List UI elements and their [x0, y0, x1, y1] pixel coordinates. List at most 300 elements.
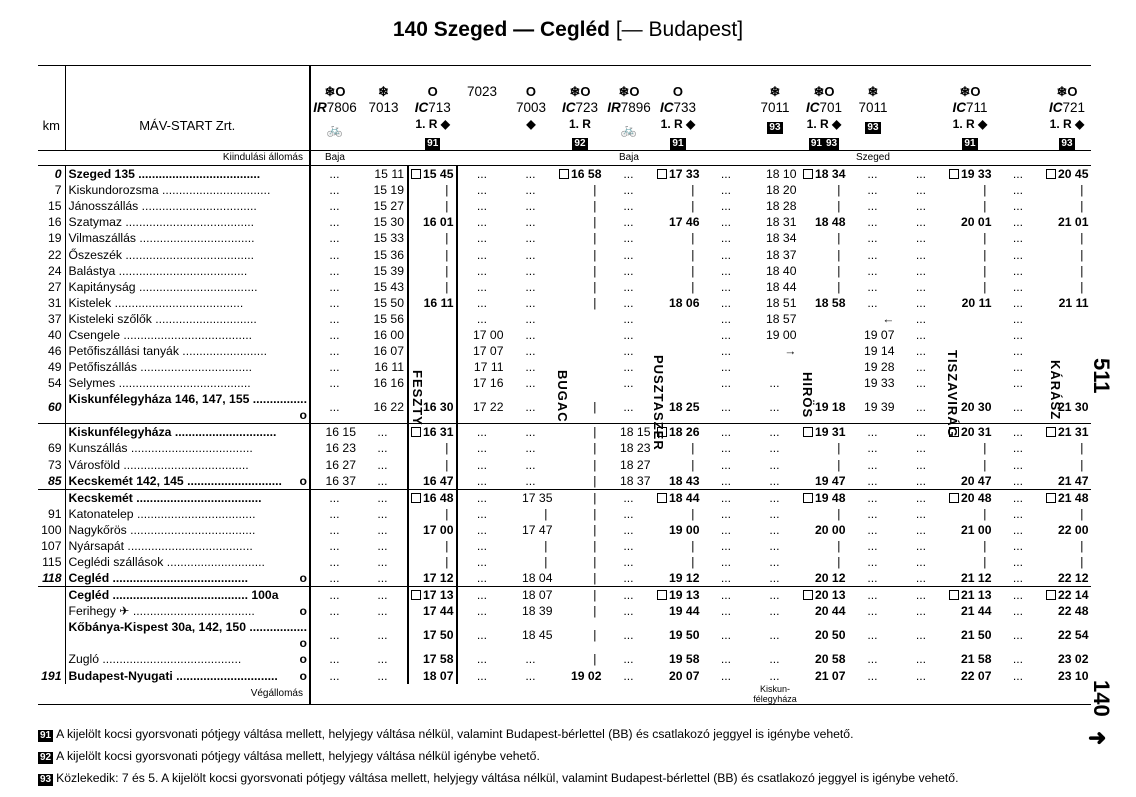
time-cell: ... [476, 668, 488, 683]
station-name: Kecskemét 142, 145 [68, 473, 184, 488]
stop-square-icon [559, 169, 569, 179]
time-cell: 16 37 [325, 473, 356, 488]
time-cell: ... [769, 571, 780, 586]
station-name: Kisteleki szőlők [68, 311, 152, 326]
connection-ref: 100a [247, 588, 279, 603]
time-cell: 16 01 [408, 214, 458, 230]
time-cell: ... [867, 506, 878, 521]
time-cell: ... [329, 652, 340, 667]
time-cell: 19 07 [863, 327, 895, 342]
time-cell: 23 02 [1057, 652, 1089, 667]
time-cell: ... [915, 473, 927, 488]
time-cell [799, 311, 848, 327]
time-cell: ... [623, 522, 634, 537]
time-cell: ... [867, 473, 878, 488]
row-km: 54 [38, 375, 65, 391]
row-station [65, 198, 310, 214]
time-cell: ... [994, 587, 1042, 604]
time-cell: ... [476, 473, 488, 488]
leader-dots: ............................. [163, 555, 265, 570]
destination-station [994, 684, 1042, 705]
time-cell: 17 50 [408, 619, 458, 651]
leader-dots: ......................... [178, 344, 267, 359]
time-cell: ... [623, 215, 634, 230]
time-cell: ... [720, 376, 732, 391]
time-cell: | [983, 199, 987, 214]
leader-dots: ................................ [158, 183, 271, 198]
time-cell: 21 00 [960, 522, 992, 537]
time-cell: ... [476, 604, 488, 619]
time-cell: ... [915, 199, 927, 214]
line-number-140: 140 [1089, 680, 1114, 717]
time-cell: 22 12 [1057, 571, 1089, 586]
time-cell: ... [476, 263, 488, 278]
footnote-ref: 91 [810, 138, 822, 149]
time-cell: | [1080, 441, 1084, 456]
time-cell: 18 45 [521, 628, 553, 643]
time-cell: ... [1012, 247, 1024, 262]
leader-dots: ................................... [133, 506, 256, 521]
time-cell: | [1080, 247, 1084, 262]
time-cell: ... [720, 344, 732, 359]
time-cell: 21 58 [960, 652, 992, 667]
time-cell: ... [476, 628, 488, 643]
footnote-ref: 93 [867, 122, 879, 133]
time-cell: 16 11 [359, 359, 408, 375]
time-cell: → [784, 344, 797, 359]
row-km: 24 [38, 263, 65, 279]
time-cell: 15 36 [359, 246, 408, 262]
time-cell: ... [769, 539, 780, 554]
leader-dots: .................................... [127, 441, 253, 456]
row-station [65, 457, 310, 473]
stop-square-icon [411, 427, 421, 437]
time-cell [555, 343, 604, 359]
time-cell: ... [720, 571, 732, 586]
time-cell: | [593, 279, 597, 294]
time-cell: ... [525, 457, 536, 472]
time-cell: 22 07 [960, 668, 992, 683]
time-cell: 21 44 [960, 604, 992, 619]
time-cell: ... [867, 279, 878, 294]
row-km: 69 [38, 440, 65, 456]
row-km: 191 [38, 668, 65, 684]
leader-dots: .............................. [172, 668, 278, 683]
time-cell: ... [623, 183, 634, 198]
time-cell: ... [915, 376, 927, 391]
time-cell: ... [915, 311, 927, 326]
time-cell [750, 359, 799, 375]
time-cell: 19 18 [814, 400, 846, 415]
time-cell: ... [359, 440, 408, 456]
time-cell: ... [720, 522, 732, 537]
time-cell: ... [915, 263, 927, 278]
train-category: IC [1048, 100, 1063, 115]
station-name: Selymes [68, 376, 116, 391]
time-cell: 18 48 [814, 215, 846, 230]
table-row [38, 279, 1091, 295]
station-name: Nagykőrös [68, 522, 127, 537]
footnote-number: 91 [40, 730, 52, 741]
time-cell: ... [1012, 506, 1024, 521]
time-cell: ... [1012, 295, 1024, 310]
time-cell: | [983, 539, 987, 554]
time-cell: | [544, 506, 548, 521]
time-cell: ... [329, 279, 340, 294]
row-station [65, 391, 310, 424]
time-cell: ... [720, 327, 732, 342]
time-cell: | [593, 199, 597, 214]
origin-station [994, 151, 1042, 166]
time-cell: ... [359, 473, 408, 490]
time-cell: ... [525, 167, 536, 182]
station-name: Őszeszék [68, 247, 123, 262]
train-category: IC [561, 100, 576, 115]
origin-station [799, 151, 848, 166]
train-class: 1. R [568, 117, 591, 131]
time-cell: ... [329, 668, 340, 683]
origin-row [38, 151, 1091, 166]
time-cell: ... [359, 603, 408, 619]
train-number: IC733 [659, 100, 696, 115]
time-cell: 18 07 [408, 668, 458, 684]
time-cell: | [593, 604, 597, 619]
time-cell: | [691, 279, 695, 294]
time-cell: ... [525, 247, 536, 262]
stop-square-icon [1046, 427, 1056, 437]
row-station [65, 230, 310, 246]
row-km: 15 [38, 198, 65, 214]
table-row [38, 603, 1091, 619]
train-number: IR7896 [607, 100, 651, 115]
time-cell: ... [623, 539, 634, 554]
origin-station [750, 151, 799, 166]
leader-dots: ................................... [135, 279, 258, 294]
station-name: Városföld [68, 457, 120, 472]
time-cell: 15 30 [359, 214, 408, 230]
time-cell [555, 327, 604, 343]
time-cell [555, 311, 604, 327]
train-name: HIRÖS [800, 372, 815, 419]
time-cell: ... [359, 489, 408, 506]
leader-dots: .................................. [136, 231, 255, 246]
time-cell: ... [623, 555, 634, 570]
time-cell: 18 31 [765, 215, 797, 230]
time-cell: ... [623, 231, 634, 246]
footnote-line [38, 745, 958, 767]
row-station [65, 473, 310, 490]
time-cell: ... [720, 506, 732, 521]
time-cell: | [555, 424, 604, 441]
station-name: Vilmaszállás [68, 231, 137, 246]
leader-dots: .............................. [151, 311, 257, 326]
time-cell: ... [867, 668, 878, 683]
table-row [38, 587, 1091, 604]
time-cell: ... [359, 506, 408, 522]
time-cell: ... [915, 457, 927, 472]
time-cell [945, 327, 994, 343]
time-cell: ... [359, 538, 408, 554]
dest-km [38, 684, 65, 705]
time-cell: ... [867, 247, 878, 262]
train-name: TISZAVIRÁG [945, 350, 960, 438]
time-cell: 22 14 [1042, 587, 1091, 604]
time-cell: 18 43 [668, 473, 700, 488]
origin-station [359, 151, 408, 166]
time-cell: 19 47 [814, 473, 846, 488]
time-cell: | [408, 182, 458, 198]
time-cell: | [983, 441, 987, 456]
station-name: Zugló [68, 652, 99, 667]
time-cell: 19 31 [799, 424, 848, 441]
time-cell: 16 22 [359, 391, 408, 424]
time-cell: ... [329, 376, 340, 391]
time-cell: ... [867, 295, 878, 310]
time-cell: 15 45 [408, 166, 458, 183]
row-km: 40 [38, 327, 65, 343]
time-cell: 21 50 [960, 628, 992, 643]
time-cell: | [691, 539, 695, 554]
footnote-text: A kijelölt kocsi gyorsvonati pótjegy váltása mellett, helyjegy váltása nélkül igénybe vehető. [56, 749, 540, 763]
leader-dots: .................................... [134, 167, 261, 182]
time-cell: 18 51 [765, 295, 797, 310]
leader-dots: ......................................... [99, 652, 242, 667]
time-cell: 21 07 [814, 668, 846, 683]
time-cell: ... [867, 263, 878, 278]
time-cell: ... [623, 199, 634, 214]
time-cell: 17 58 [408, 651, 458, 667]
leader-dots: ................ [249, 392, 307, 407]
time-cell: ... [623, 571, 634, 586]
table-row [38, 198, 1091, 214]
time-cell: ... [720, 231, 732, 246]
time-cell: ... [1012, 457, 1024, 472]
terminus-mark: o [299, 473, 307, 488]
station-name: Petőfiszállás [68, 360, 137, 375]
footnote-ref: 93 [825, 138, 838, 149]
train-header-713 [408, 66, 458, 151]
row-station [65, 651, 310, 667]
time-cell: 18 04 [521, 571, 553, 586]
time-cell: ... [720, 215, 732, 230]
time-cell: 18 20 [765, 183, 797, 198]
time-cell: ... [915, 400, 927, 415]
time-cell: 18 34 [799, 166, 848, 183]
time-cell: ... [702, 424, 750, 441]
time-cell: 19 28 [863, 360, 895, 375]
time-cell: ... [769, 628, 780, 643]
row-km: 7 [38, 182, 65, 198]
train-name: KÁRÁSZ [1048, 360, 1063, 421]
time-cell: ... [867, 231, 878, 246]
row-station [65, 375, 310, 391]
time-cell: ... [476, 295, 488, 310]
time-cell: ... [623, 628, 634, 643]
origin-station [555, 151, 604, 166]
destination-station: Kiskun-félegyháza [750, 684, 799, 705]
origin-station: Szeged [848, 151, 897, 166]
time-cell: ... [525, 441, 536, 456]
time-cell: 16 48 [408, 489, 458, 506]
time-cell: | [1080, 279, 1084, 294]
row-km: 107 [38, 538, 65, 554]
time-cell: 15 50 [359, 295, 408, 311]
table-row [38, 230, 1091, 246]
time-cell: ... [720, 473, 732, 488]
time-cell: ... [1012, 604, 1024, 619]
time-cell: 20 45 [1042, 166, 1091, 183]
time-cell: ... [769, 604, 780, 619]
station-name: Kunszállás [68, 441, 128, 456]
time-cell: 18 15 [604, 424, 653, 441]
time-cell: ... [1012, 344, 1024, 359]
time-cell: 15 27 [359, 198, 408, 214]
time-cell: 17 44 [408, 603, 458, 619]
row-km: 37 [38, 311, 65, 327]
time-cell: 15 39 [359, 263, 408, 279]
origin-station [653, 151, 702, 166]
time-cell: | [1080, 263, 1084, 278]
station-name: Ferihegy ✈ [68, 604, 130, 619]
row-station [65, 263, 310, 279]
time-cell: ... [769, 522, 780, 537]
time-cell: | [593, 628, 597, 643]
footnote-ref: 93 [769, 122, 781, 133]
time-cell: ... [1012, 668, 1024, 683]
table-row [38, 651, 1091, 667]
time-cell: | [593, 522, 597, 537]
time-cell: 22 48 [1057, 604, 1089, 619]
time-cell: 21 11 [1058, 295, 1089, 310]
row-station [65, 489, 310, 506]
leader-dots: ........................................ [109, 571, 248, 586]
destination-station [506, 684, 555, 705]
station-name: Ceglédi szállások [68, 555, 164, 570]
time-cell: ... [915, 522, 927, 537]
station-name: Balástya [68, 263, 116, 278]
time-cell: 20 01 [960, 215, 992, 230]
stop-square-icon [803, 493, 813, 503]
table-row [38, 311, 1091, 327]
station-name: Kistelek [68, 295, 112, 310]
direction-arrow-icon: ➜ [1088, 725, 1107, 750]
time-cell: 15 56 [359, 311, 408, 327]
train-number: 7011 [760, 100, 790, 115]
stop-square-icon [803, 169, 813, 179]
train-class: 1. R ◆ [660, 117, 696, 131]
time-cell: ... [720, 652, 732, 667]
time-cell: ... [1012, 555, 1024, 570]
leader-dots: ..................................... [126, 522, 256, 537]
stop-square-icon [1046, 169, 1056, 179]
time-cell: 21 48 [1042, 489, 1091, 506]
time-cell: ... [1012, 400, 1024, 415]
time-cell: ... [720, 247, 732, 262]
time-cell: ... [604, 489, 653, 506]
time-cell: 16 31 [408, 424, 458, 441]
time-cell: ... [1012, 441, 1024, 456]
row-station [65, 587, 310, 604]
time-cell: | [593, 400, 597, 415]
time-cell: ... [915, 231, 927, 246]
time-cell: ... [359, 570, 408, 587]
time-cell: 18 28 [765, 199, 797, 214]
row-km: 0 [38, 166, 65, 183]
row-km: 100 [38, 522, 65, 538]
time-cell: 23 10 [1057, 668, 1089, 683]
train-symbol: ❄ [378, 84, 389, 99]
bicycle-icon: 🚲 [326, 122, 344, 137]
time-cell: ... [915, 215, 927, 230]
time-cell: ... [915, 555, 927, 570]
time-cell: ... [329, 555, 340, 570]
time-cell: 17 47 [521, 522, 553, 537]
time-cell: ... [329, 522, 340, 537]
time-cell: 18 39 [521, 604, 553, 619]
table-row [38, 440, 1091, 456]
leader-dots: ...................................... [111, 295, 244, 310]
time-cell [408, 343, 458, 359]
time-cell: ... [769, 506, 780, 521]
time-cell: ... [915, 327, 927, 342]
time-cell: ... [867, 652, 878, 667]
time-cell: ... [525, 376, 536, 391]
time-cell: 20 48 [945, 489, 994, 506]
time-cell: | [408, 457, 458, 473]
time-cell: ... [720, 604, 732, 619]
stop-square-icon [411, 493, 421, 503]
time-cell: ... [1012, 311, 1024, 326]
train-number: IC713 [414, 100, 451, 115]
destination-station [799, 684, 848, 705]
time-cell: 16 15 [310, 424, 359, 441]
row-station [65, 668, 310, 684]
time-cell: ... [329, 231, 340, 246]
row-station [65, 295, 310, 311]
time-cell: | [983, 231, 987, 246]
time-cell: 20 47 [960, 473, 992, 488]
leader-dots: .............................. [171, 425, 277, 440]
origin-station [702, 151, 750, 166]
time-cell: 17 00 [472, 327, 504, 342]
time-cell: ... [623, 668, 634, 683]
time-cell: ... [897, 587, 945, 604]
time-cell: ... [848, 424, 897, 441]
time-cell: 16 11 [408, 295, 458, 311]
time-cell: 18 25 [668, 400, 700, 415]
time-cell: ... [1012, 215, 1024, 230]
time-cell: ... [457, 424, 506, 441]
stop-square-icon [657, 590, 667, 600]
row-station [65, 343, 310, 359]
time-cell: | [837, 506, 841, 521]
time-cell: ... [359, 522, 408, 538]
stop-square-icon [803, 590, 813, 600]
time-cell: ... [915, 539, 927, 554]
train-symbol: ❄O [1056, 84, 1078, 99]
time-cell: ... [1012, 231, 1024, 246]
time-cell: ... [915, 604, 927, 619]
row-station [65, 311, 310, 327]
time-cell: ... [915, 441, 927, 456]
time-cell: ... [329, 183, 340, 198]
destination-station [604, 684, 653, 705]
time-cell: 22 54 [1057, 628, 1089, 643]
station-name: Kiskunfélegyháza [68, 425, 172, 440]
time-cell: | [1080, 199, 1084, 214]
train-class: 1. R ◆ [1049, 117, 1085, 131]
station-name: Szatymaz [68, 215, 123, 230]
